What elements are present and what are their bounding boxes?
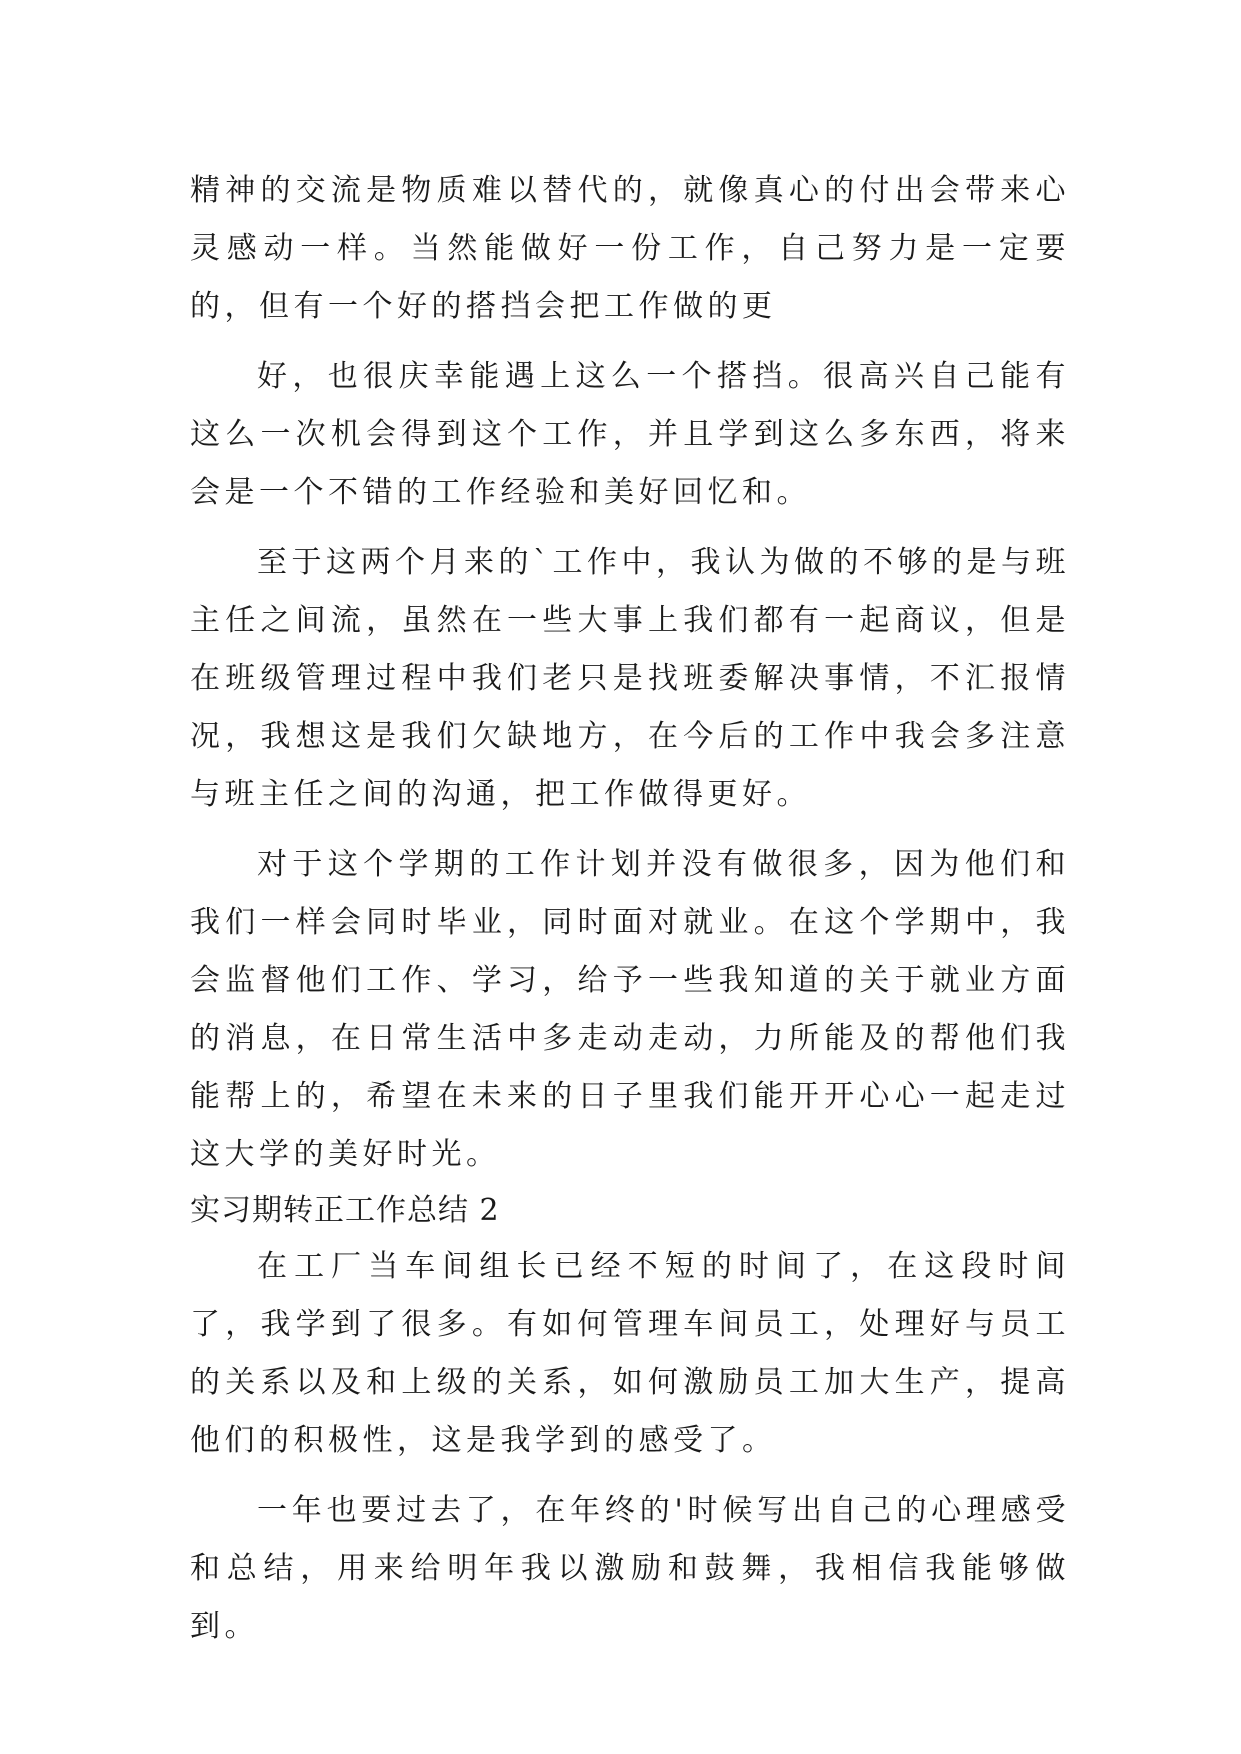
paragraph-2: 好，也很庆幸能遇上这么一个搭挡。很高兴自己能有这么一次机会得到这个工作，并且学到这么多东西，将来会是一个不错的工作经验和美好回忆和。: [190, 359, 1070, 510]
paragraph-4: 对于这个学期的工作计划并没有做很多，因为他们和我们一样会同时毕业，同时面对就业。在这个学期中，我会监督他们工作、学习，给予一些我知道的关于就业方面的消息，在日常生活中多走动走动，力所能及的帮他们我能帮上的，希望在未来的日子里我们能开开心心一起走过这大学的美好时光。: [190, 847, 1070, 1172]
section-heading: 实习期转正工作总结 2: [190, 1193, 500, 1228]
paragraph-3: 至于这两个月来的`工作中，我认为做的不够的是与班主任之间流，虽然在一些大事上我们都有一起商议，但是在班级管理过程中我们老只是找班委解决事情，不汇报情况，我想这是我们欠缺地方，在今后的工作中我会多注意与班主任之间的沟通，把工作做得更好。: [190, 545, 1070, 812]
document-body: [190, 162, 1070, 1668]
paragraph-6: 一年也要过去了，在年终的'时候写出自己的心理感受和总结，用来给明年我以激励和鼓舞，我相信我能够做到。: [190, 1493, 1070, 1644]
paragraph-1: 精神的交流是物质难以替代的，就像真心的付出会带来心灵感动一样。当然能做好一份工作，自己努力是一定要的，但有一个好的搭挡会把工作做的更: [190, 173, 1070, 324]
paragraph-5: 在工厂当车间组长已经不短的时间了，在这段时间了，我学到了很多。有如何管理车间员工，处理好与员工的关系以及和上级的关系，如何激励员工加大生产，提高他们的积极性，这是我学到的感受了。: [190, 1249, 1070, 1458]
